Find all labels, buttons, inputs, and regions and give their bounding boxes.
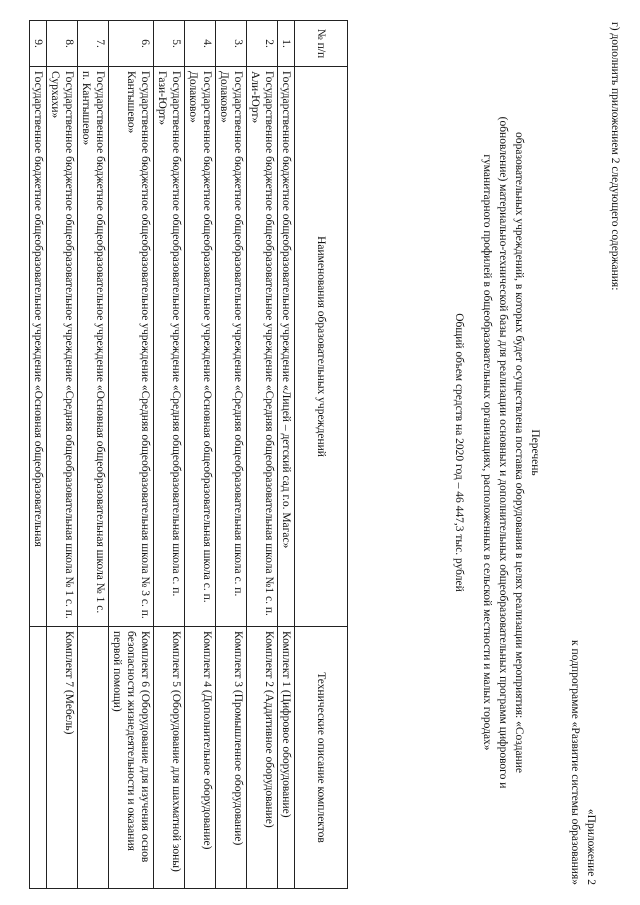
school-name: Государственное бюджетное общеобразовательное учреждение «Средняя общеобразовательная школа с. п. Долаково» bbox=[216, 67, 247, 627]
table-row bbox=[247, 21, 278, 889]
table-row bbox=[185, 21, 216, 889]
row-number: 8. bbox=[47, 21, 78, 67]
table-header-row bbox=[295, 21, 348, 889]
row-number: 5. bbox=[154, 21, 185, 67]
school-name: Государственное бюджетное общеобразовательное учреждение «Средняя общеобразовательная школа с. п. Гази-Юрт» bbox=[154, 67, 185, 627]
description-line-2: (обновление) материально-технической базы для реализации основных и дополнительных общеобразовательных программ цифрового и bbox=[497, 116, 509, 789]
schools-table bbox=[29, 20, 348, 889]
row-number: 1. bbox=[278, 21, 295, 67]
kit-description: Комплект 7 (Мебель) bbox=[47, 627, 78, 889]
kit-description: Комплект 4 (Дополнительное оборудование) bbox=[185, 627, 216, 889]
kit-description: Комплект 2 (Аддитивное оборудование) bbox=[247, 627, 278, 889]
appendix-subheading: к подпрограмме «Развитие системы образования» bbox=[569, 640, 581, 885]
table-row bbox=[278, 21, 295, 889]
header-tech-description: Технические описание комплектов bbox=[295, 627, 348, 889]
table-row bbox=[109, 21, 154, 889]
kit-description: Комплект 6 (Оборудование для изучения основ безопасности жизнедеятельности и оказания первой помощи) bbox=[109, 627, 154, 889]
school-name: Государственное бюджетное общеобразовательное учреждение «Основная общеобразовательная школа с. п. Долаково» bbox=[185, 67, 216, 627]
kit-description bbox=[30, 627, 47, 889]
appendix-heading: «Приложение 2 bbox=[585, 808, 597, 885]
row-number: 7. bbox=[78, 21, 109, 67]
header-school-name: Наименования образовательных учреждений bbox=[295, 67, 348, 627]
school-name: Государственное бюджетное общеобразовательное учреждение «Лицей – детский сад г.о. Магас» bbox=[278, 67, 295, 627]
kit-description: Комплект 1 (Цифровое оборудование) bbox=[278, 627, 295, 889]
row-number: 9. bbox=[30, 21, 47, 67]
school-name: Государственное бюджетное общеобразовательное учреждение «Основная общеобразовательная школа № 1 с. п. Кантышево» bbox=[78, 67, 109, 627]
total-amount: Общий объем средств на 2020 год – 46 447,3 тыс. рублей bbox=[453, 313, 465, 592]
row-number: 2. bbox=[247, 21, 278, 67]
table-row bbox=[30, 21, 47, 889]
kit-description: Комплект 3 (Промышленное оборудование) bbox=[216, 627, 247, 889]
header-number: № п/п bbox=[295, 21, 348, 67]
school-name: Государственное бюджетное общеобразовательное учреждение «Средняя общеобразовательная школа № 1 с. п. Сурхахи» bbox=[47, 67, 78, 627]
kit-description: Комплект 5 (Оборудование для шахматной зоны) bbox=[154, 627, 185, 889]
row-number: 6. bbox=[109, 21, 154, 67]
table-row bbox=[78, 21, 109, 889]
intro-text: г) дополнить приложением 2 следующего содержания: bbox=[609, 22, 621, 291]
description-line-3: гуманитарного профилей в общеобразовательных организациях, расположенных в сельской местности и малых городах» bbox=[481, 154, 493, 751]
description-line-1: образовательных учреждений, в которых будет осуществлена поставка оборудования в целях реализации мероприятия: «Создание bbox=[513, 132, 525, 773]
row-number: 3. bbox=[216, 21, 247, 67]
school-name: Государственное бюджетное общеобразовательное учреждение «Средняя общеобразовательная школа №1 с. п. Али-Юрт» bbox=[247, 67, 278, 627]
row-number: 4. bbox=[185, 21, 216, 67]
school-name: Государственное бюджетное общеобразовательное учреждение «Средняя общеобразовательная школа № 3 с. п. Кантышево» bbox=[109, 67, 154, 627]
table-row bbox=[216, 21, 247, 889]
list-title: Перечень bbox=[529, 429, 541, 476]
table-row bbox=[154, 21, 185, 889]
kit-description bbox=[78, 627, 109, 889]
table-row bbox=[47, 21, 78, 889]
school-name: Государственное бюджетное общеобразовательное учреждение «Основная общеобразовательная bbox=[30, 67, 47, 627]
